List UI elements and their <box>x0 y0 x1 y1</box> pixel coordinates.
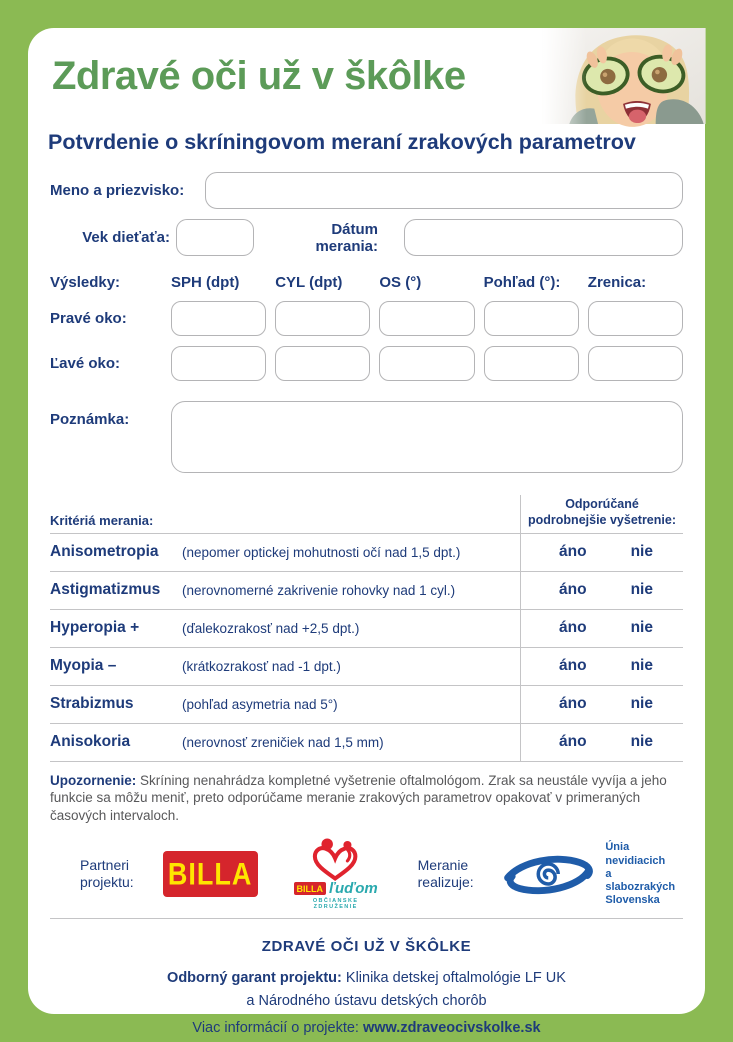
criteria-name: Myopia – <box>50 657 117 674</box>
criteria-row-hyperopia <box>50 610 683 648</box>
left-eye-pohlad-input[interactable] <box>484 346 579 381</box>
left-eye-sph-input[interactable] <box>171 346 266 381</box>
footer-garant <box>50 967 683 1012</box>
footer-info <box>50 1020 683 1036</box>
criteria-name: Anisokoria <box>50 733 131 750</box>
criteria-name: Strabizmus <box>50 695 134 712</box>
criteria-name: Anisometropia <box>50 543 159 560</box>
yes-option[interactable]: áno <box>559 543 587 560</box>
criteria-recommendation-header <box>520 495 683 533</box>
billa-logo <box>163 851 258 897</box>
name-row <box>50 172 683 209</box>
billa-ludom-heart-icon <box>307 838 365 882</box>
right-eye-sph-input[interactable] <box>171 301 266 336</box>
footer <box>50 938 683 1036</box>
billa-ludom-subtitle: OBČIANSKE ZDRUŽENIE <box>312 898 359 911</box>
no-option[interactable]: nie <box>630 733 653 750</box>
date-label: Dátum merania: <box>315 220 378 255</box>
content <box>28 172 705 1036</box>
billa-ludom-box-text: BILLA <box>294 882 327 895</box>
document-subtitle: Potvrdenie o skríningovom meraní zrakových parametrov <box>48 130 636 154</box>
note-textarea[interactable] <box>171 401 683 473</box>
yes-option[interactable]: áno <box>559 619 587 636</box>
header <box>28 28 705 124</box>
garant-label: Odborný garant projektu: <box>167 970 342 987</box>
garant-text-line2: a Národného ústavu detských chorôb <box>246 992 487 1009</box>
left-eye-label: Ľavé oko: <box>50 355 121 372</box>
right-eye-os-input[interactable] <box>379 301 474 336</box>
name-label: Meno a priezvisko: <box>50 182 185 199</box>
unss-text-line2: a slabozrakých <box>605 867 676 894</box>
recommendation-header-line2: podrobnejšie vyšetrenie: <box>528 513 676 528</box>
notice-label: Upozornenie: <box>50 772 137 788</box>
column-header-pohlad: Pohľad (°): <box>483 274 561 291</box>
yes-option[interactable]: áno <box>559 581 587 598</box>
criteria-description: (nerovnomerné zakrivenie rohovky nad 1 cyl.) <box>182 582 456 598</box>
criteria-row-strabizmus <box>50 686 683 724</box>
left-eye-os-input[interactable] <box>379 346 474 381</box>
criteria-description: (pohľad asymetria nad 5°) <box>182 696 338 712</box>
column-header-zrenica: Zrenica: <box>587 274 647 291</box>
age-input[interactable] <box>176 219 254 256</box>
child-avocado-illustration <box>543 28 705 124</box>
unss-logo <box>503 841 683 907</box>
age-label: Vek dieťaťa: <box>82 229 170 246</box>
no-option[interactable]: nie <box>630 695 653 712</box>
right-eye-cyl-input[interactable] <box>275 301 370 336</box>
left-eye-cyl-input[interactable] <box>275 346 370 381</box>
right-eye-pohlad-input[interactable] <box>484 301 579 336</box>
criteria-name: Astigmatizmus <box>50 581 161 598</box>
column-header-cyl: CYL (dpt) <box>275 274 343 291</box>
column-header-os: OS (°) <box>379 274 422 291</box>
criteria-header-label: Kritériá merania: <box>50 512 154 528</box>
footer-title: ZDRAVÉ OČI UŽ V ŠKÔLKE <box>261 938 472 956</box>
notice-text: Skríning nenahrádza kompletné vyšetrenie oftalmológom. Zrak sa neustále vyvíja a jeho funkcie sa môžu meniť, preto odporúčame meranie zrakových parametrov opakovať v primeraných časových intervaloch. <box>50 772 667 824</box>
age-date-row <box>50 219 683 256</box>
unss-text-line3: Slovenska <box>605 894 660 907</box>
partners-row <box>50 838 683 910</box>
criteria-description: (nerovnosť zreničiek nad 1,5 mm) <box>182 734 384 750</box>
notice-paragraph <box>50 772 683 825</box>
project-url-link[interactable]: www.zdraveocivskolke.sk <box>363 1020 541 1037</box>
document-card <box>28 28 705 1037</box>
footer-divider <box>50 918 683 919</box>
criteria-row-astigmatizmus <box>50 572 683 610</box>
criteria-description: (nepomer optickej mohutnosti očí nad 1,5 dpt.) <box>182 544 461 560</box>
billa-logo-text: BILLA <box>167 856 253 892</box>
billa-ludom-script-text: ľuďom <box>329 880 378 898</box>
criteria-description: (ďalekozrakosť nad +2,5 dpt.) <box>182 620 360 636</box>
no-option[interactable]: nie <box>630 619 653 636</box>
yes-option[interactable]: áno <box>559 695 587 712</box>
info-label: Viac informácií o projekte: <box>192 1020 359 1037</box>
unss-eye-icon <box>503 851 595 897</box>
page-title: Zdravé oči už v škôlke <box>52 54 466 98</box>
right-eye-zrenica-input[interactable] <box>588 301 683 336</box>
left-eye-zrenica-input[interactable] <box>588 346 683 381</box>
yes-option[interactable]: áno <box>559 657 587 674</box>
no-option[interactable]: nie <box>630 581 653 598</box>
criteria-name: Hyperopia + <box>50 619 140 636</box>
measure-label: Meranie realizuje: <box>417 856 474 891</box>
criteria-row-anisokoria <box>50 724 683 762</box>
note-label: Poznámka: <box>50 411 130 428</box>
garant-text-line1: Klinika detskej oftalmológie LF UK <box>345 970 566 987</box>
yes-option[interactable]: áno <box>559 733 587 750</box>
column-header-sph: SPH (dpt) <box>171 274 240 291</box>
partners-label: Partneri projektu: <box>80 856 134 891</box>
no-option[interactable]: nie <box>630 657 653 674</box>
criteria-table <box>50 495 683 762</box>
unss-text <box>605 841 683 907</box>
results-label: Výsledky: <box>50 274 121 291</box>
criteria-table-header <box>50 495 683 534</box>
right-eye-label: Pravé oko: <box>50 310 127 327</box>
recommendation-header-line1: Odporúčané <box>565 497 639 511</box>
criteria-row-myopia <box>50 648 683 686</box>
date-input[interactable] <box>404 219 683 256</box>
no-option[interactable]: nie <box>630 543 653 560</box>
name-input[interactable] <box>205 172 683 209</box>
criteria-row-anisometropia <box>50 534 683 572</box>
criteria-description: (krátkozrakosť nad -1 dpt.) <box>182 658 341 674</box>
results-grid <box>50 274 683 381</box>
note-row <box>50 401 683 473</box>
unss-text-line1: Únia nevidiacich <box>605 841 666 867</box>
child-avocado-photo <box>543 28 705 124</box>
billa-ludom-logo <box>294 838 378 910</box>
